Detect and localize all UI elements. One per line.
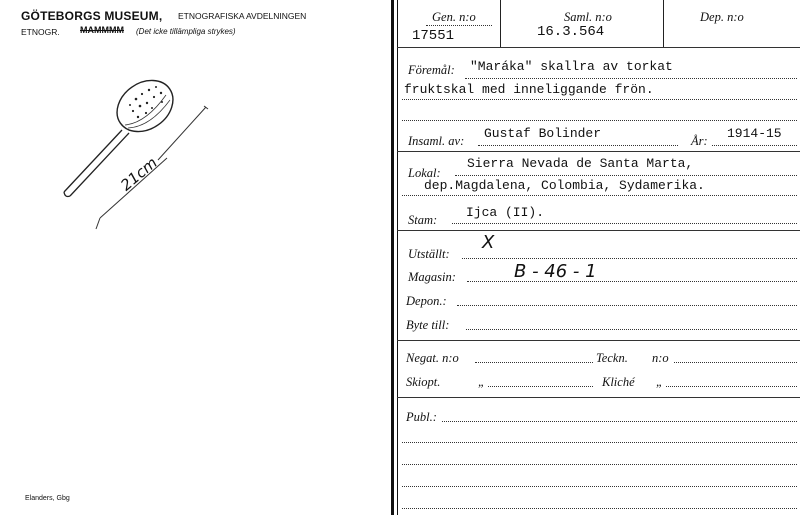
- gen-no-label: Gen. n:o: [432, 10, 476, 24]
- negat-dots: [475, 362, 593, 363]
- insaml-label: Insaml. av:: [408, 134, 465, 148]
- depon-dots: [457, 305, 797, 306]
- stam-dots: [452, 223, 797, 224]
- negat-label: Negat. n:o: [406, 351, 459, 365]
- dep-no-label: Dep. n:o: [700, 10, 744, 24]
- stam-label: Stam:: [408, 213, 438, 227]
- etnogr-label: ETNOGR.: [21, 27, 60, 37]
- kliche-label: Kliché: [602, 375, 635, 389]
- publ-dots-2: [402, 442, 797, 443]
- utstallt-mark: X: [482, 232, 495, 253]
- foremal-dots-2: [402, 99, 797, 100]
- lokal-dots-1: [455, 175, 797, 176]
- scale-annotation: 21cm: [117, 153, 161, 195]
- teckn-label: Teckn.: [596, 351, 628, 365]
- stam-value: Ijca (II).: [466, 205, 545, 220]
- skiopt-ditto: „: [478, 375, 485, 389]
- byte-dots: [466, 329, 797, 330]
- ar-dots: [712, 145, 797, 146]
- struck-word: MAMMMM: [80, 25, 124, 35]
- foremal-line-2: fruktskal med inneliggande frön.: [404, 82, 654, 97]
- foremal-label: Föremål:: [408, 63, 455, 77]
- insaml-dots: [478, 145, 678, 146]
- rule-3: [397, 230, 800, 231]
- rattle-sketch: [50, 75, 220, 235]
- byte-label: Byte till:: [406, 318, 450, 332]
- card-left-edge: [391, 0, 394, 515]
- depon-label: Depon.:: [406, 294, 447, 308]
- publ-dots-5: [402, 508, 797, 509]
- gen-no-dots: [426, 25, 492, 26]
- rule-5: [397, 397, 800, 398]
- ar-value: 1914-15: [727, 126, 782, 141]
- foremal-line-1: "Maráka" skallra av torkat: [470, 59, 673, 74]
- foremal-dots-1: [465, 78, 797, 79]
- lokal-line-1: Sierra Nevada de Santa Marta,: [467, 156, 694, 171]
- publ-dots-3: [402, 464, 797, 465]
- publ-dots-4: [402, 486, 797, 487]
- insaml-value: Gustaf Bolinder: [484, 126, 602, 141]
- teckn-no-label: n:o: [652, 351, 669, 365]
- rule-4: [397, 340, 800, 341]
- magasin-dots: [467, 281, 797, 282]
- lokal-line-2: dep.Magdalena, Colombia, Sydamerika.: [424, 178, 705, 193]
- header-divider-1: [500, 0, 501, 47]
- teckn-dots: [674, 362, 797, 363]
- strike-note: (Det icke tillämpliga strykes): [136, 27, 236, 36]
- magasin-label: Magasin:: [408, 270, 456, 284]
- printer-imprint: Elanders, Gbg: [25, 495, 70, 502]
- lokal-dots-2: [402, 195, 797, 196]
- kliche-dots: [666, 386, 797, 387]
- rule-2: [397, 151, 800, 152]
- museum-name: GÖTEBORGS MUSEUM,: [21, 9, 163, 23]
- gen-no-value: 17551: [412, 28, 455, 44]
- saml-no-value: 16.3.564: [537, 24, 605, 40]
- saml-no-label: Saml. n:o: [564, 10, 612, 24]
- skiopt-dots: [488, 386, 593, 387]
- header-divider-2: [663, 0, 664, 47]
- magasin-value: B - 46 - 1: [514, 261, 597, 282]
- publ-dots-1: [442, 421, 797, 422]
- utstallt-label: Utställt:: [408, 247, 450, 261]
- foremal-dots-3: [402, 120, 797, 121]
- lokal-label: Lokal:: [408, 166, 441, 180]
- publ-label: Publ.:: [406, 410, 437, 424]
- ar-label: År:: [691, 134, 708, 148]
- card-margin-line: [397, 0, 398, 515]
- kliche-ditto: „: [656, 375, 663, 389]
- skiopt-label: Skiopt.: [406, 375, 441, 389]
- utstallt-dots: [462, 258, 797, 259]
- header-rule: [397, 47, 800, 48]
- department-name: ETNOGRAFISKA AVDELNINGEN: [178, 11, 307, 21]
